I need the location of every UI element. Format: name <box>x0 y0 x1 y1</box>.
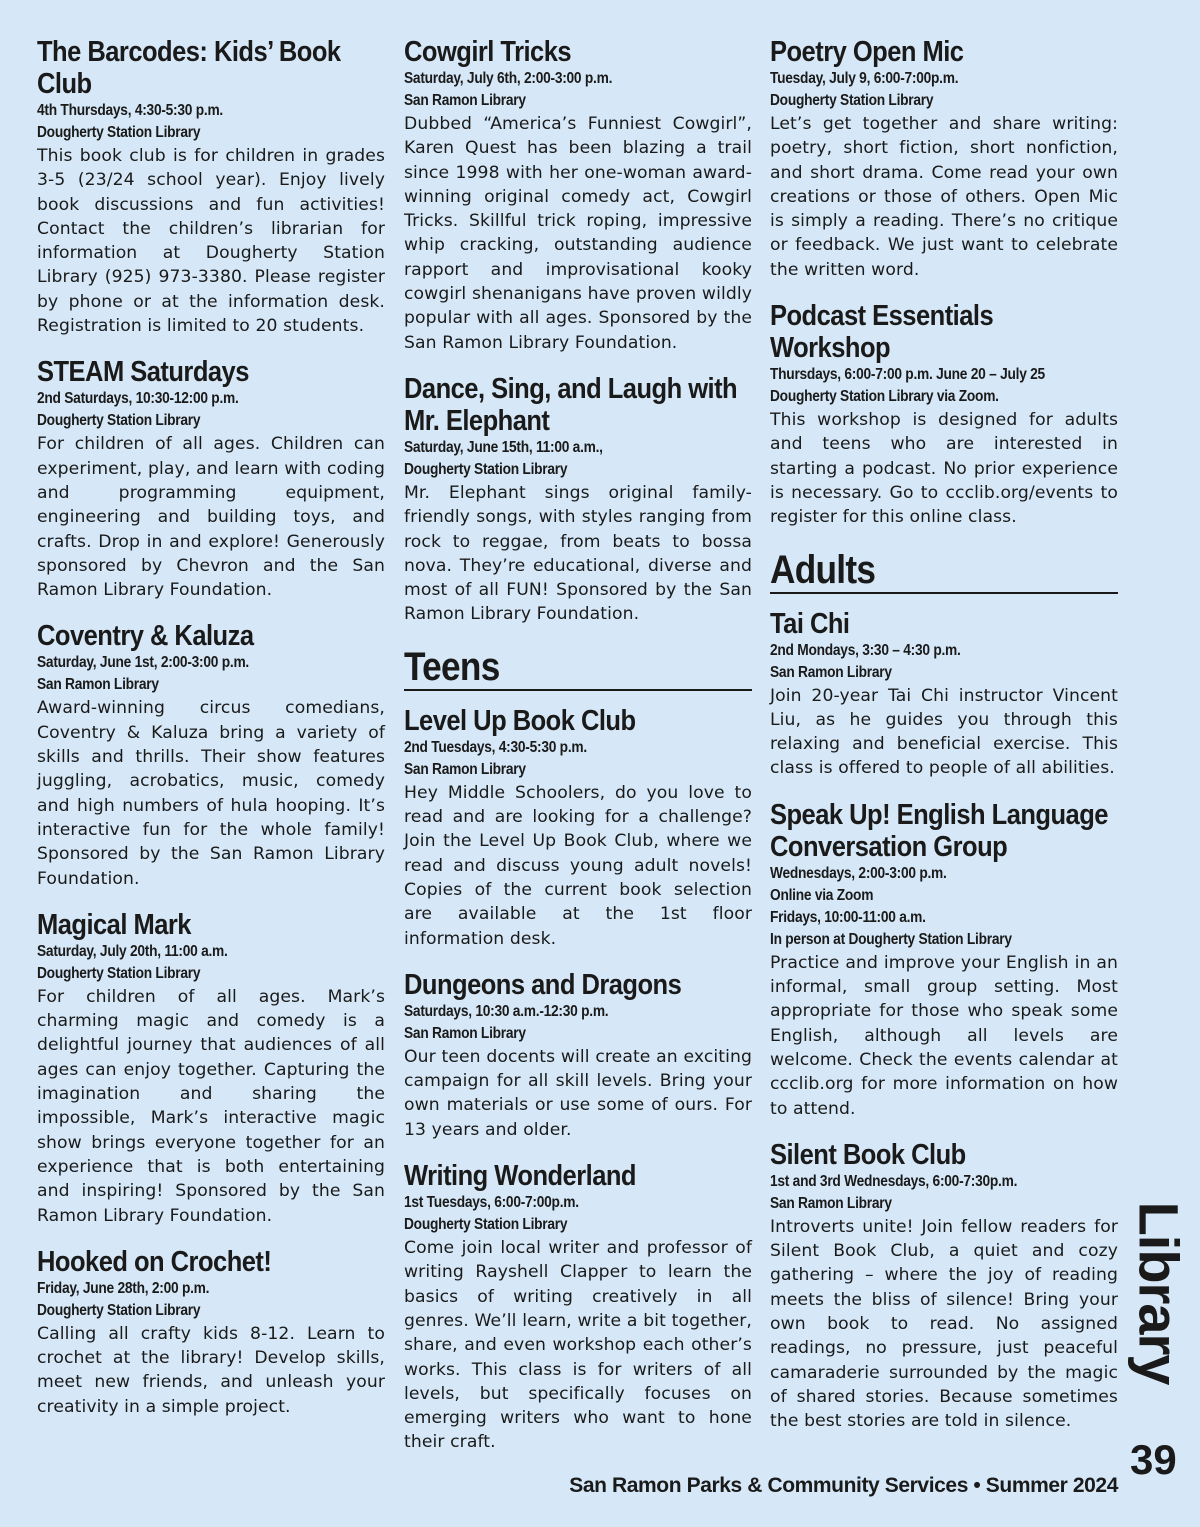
event-location: San Ramon Library <box>404 92 526 109</box>
event-location: Online via Zoom <box>770 886 874 904</box>
event-location: Dougherty Station Library <box>37 1301 201 1319</box>
event-schedule: 1st and 3rd Wednesdays, 6:00-7:30p.m. <box>770 1172 1018 1190</box>
event-location: Dougherty Station Library <box>404 460 568 478</box>
event-location: San Ramon Library <box>37 676 159 694</box>
event-location: Dougherty Station Library <box>770 92 934 109</box>
event-description: Hey Middle Schoolers, do you love to read and are looking for a challenge? Join the Level Up Book Club, where we read and discuss young adult novels! Copies of the current book selection are available at the 1st floor information desk. <box>404 782 752 949</box>
event-location: Dougherty Station Library via Zoom. <box>770 388 999 406</box>
event-title: Speak Up! English Language Conversation Group <box>770 798 1108 863</box>
event-description: Dubbed “America’s Funniest Cowgirl”, Karen Quest has been blazing a trail since 1998 with her one-woman award-winning original comedy act, Cowgirl Tricks. Skillful trick roping, impressive whip cracking, outstanding audience rapport and improvisational kooky cowgirl shenanigans have proven wildly popular with all ages. Sponsored by the San Ramon Library Foundation. <box>404 114 752 353</box>
event-description: This workshop is designed for adults and teens who are interested in starting a podcast. No prior experience is necessary. Go to ccclib.org/events to register for this online class. <box>770 410 1118 528</box>
event-description: Calling all crafty kids 8-12. Learn to crochet at the library! Develop skills, meet new friends, and unleash your creativity in a simple project. <box>37 1323 385 1417</box>
event-location: San Ramon Library <box>404 1024 526 1042</box>
event-writing-wonderland <box>404 1160 752 1455</box>
event-location-2: In person at Dougherty Station Library <box>770 930 1012 948</box>
column-1 <box>37 36 385 1437</box>
event-schedule: Wednesdays, 2:00-3:00 p.m. <box>770 864 947 882</box>
event-description: Join 20-year Tai Chi instructor Vincent Liu, as he guides you through this relaxing and beneficial exercise. This class is offered to people of all abilities. <box>770 685 1118 779</box>
event-description: Come join local writer and professor of writing Rayshell Clapper to learn the basics of writing creatively in all genres. We’ll learn, write a bit together, share, and even workshop each other’s works. This class is for writers of all levels, but specifically focuses on emerging writers who want to hone their craft. <box>404 1238 752 1453</box>
event-description: Mr. Elephant sings original family-friendly songs, with styles ranging from rock to reggae, from beats to bossa nova. They’re educational, diverse and most of all FUN! Sponsored by the San Ramon Library Foundation. <box>404 482 752 625</box>
event-schedule: Tuesday, July 9, 6:00-7:00p.m. <box>770 70 959 87</box>
event-description: Let’s get together and share writing: poetry, short fiction, short nonfiction, and short drama. Come read your own creations or those of others. Open Mic is simply a reading. There’s no critique or feedback. We just want to celebrate the written word. <box>770 114 1118 280</box>
event-mr-elephant <box>404 373 752 627</box>
event-location: Dougherty Station Library <box>37 412 201 430</box>
section-heading-adults <box>770 548 1118 594</box>
page-footer: San Ramon Parks & Community Services • Summer 2024 <box>569 1474 1118 1497</box>
event-steam-saturdays <box>37 356 385 602</box>
section-heading-text: Teens <box>404 644 500 689</box>
event-title: The Barcodes: Kids’ Book Club <box>37 36 341 100</box>
event-cowgirl-tricks <box>404 36 752 355</box>
event-schedule: Saturdays, 10:30 a.m.-12:30 p.m. <box>404 1002 609 1020</box>
event-speak-up-english <box>770 799 1118 1121</box>
column-3 <box>770 36 1118 1452</box>
event-description: Practice and improve your English in an informal, small group setting. Most appropriate for those who speak some English, although all levels are welcome. Check the events calendar at ccclib.org for more information on how to attend. <box>770 952 1118 1119</box>
event-title: Level Up Book Club <box>404 704 636 737</box>
event-title: Podcast Essentials Workshop <box>770 300 994 365</box>
event-schedule: Thursdays, 6:00-7:00 p.m. June 20 – July 25 <box>770 366 1045 384</box>
section-heading-text: Adults <box>770 547 876 592</box>
event-title: Magical Mark <box>37 908 191 941</box>
event-title: Cowgirl Tricks <box>404 36 572 68</box>
event-location: Dougherty Station Library <box>404 1216 568 1234</box>
event-title: Dungeons and Dragons <box>404 968 682 1001</box>
event-location: San Ramon Library <box>770 1194 892 1212</box>
event-title: Hooked on Crochet! <box>37 1245 272 1278</box>
section-side-label <box>1125 1201 1193 1384</box>
event-tai-chi <box>770 608 1118 781</box>
event-title: Coventry & Kaluza <box>37 620 254 653</box>
event-podcast-essentials <box>770 300 1118 529</box>
event-level-up-book-club <box>404 705 752 951</box>
event-description: This book club is for children in grades 3-5 (23/24 school year). Enjoy lively book discussions and fun activities! Contact the children’s librarian for information at Dougherty Station Library (925) 973-3380. Please register by phone or at the information desk. Registration is limited to 20 students. <box>37 146 385 337</box>
event-title: Writing Wonderland <box>404 1160 636 1193</box>
event-description: Award-winning circus comedians, Coventry & Kaluza bring a variety of skills and thrills. Their show features juggling, acrobatics, music, comedy and high numbers of hula hooping. It’s interactive fun for the whole family! Sponsored by the San Ramon Library Foundation. <box>37 698 385 889</box>
event-schedule: Saturday, July 6th, 2:00-3:00 p.m. <box>404 70 613 87</box>
column-2 <box>404 36 752 1473</box>
event-schedule: 2nd Mondays, 3:30 – 4:30 p.m. <box>770 641 961 659</box>
event-description: For children of all ages. Children can experiment, play, and learn with coding and programming equipment, engineering and building toys, and crafts. Drop in and explore! Generously sponsored by Chevron and the San Ramon Library Foundation. <box>37 434 385 601</box>
event-title: Poetry Open Mic <box>770 36 964 68</box>
event-description: Our teen docents will create an exciting campaign for all skill levels. Bring your own materials or use some of ours. For 13 years and older. <box>404 1046 752 1140</box>
event-title: Silent Book Club <box>770 1138 966 1171</box>
event-barcodes-book-club <box>37 36 385 338</box>
event-schedule: Saturday, June 1st, 2:00-3:00 p.m. <box>37 654 249 672</box>
event-poetry-open-mic <box>770 36 1118 282</box>
event-schedule: 2nd Saturdays, 10:30-12:00 p.m. <box>37 390 239 408</box>
event-hooked-on-crochet <box>37 1246 385 1419</box>
event-location: San Ramon Library <box>770 663 892 681</box>
page-number: 39 <box>1130 1436 1177 1483</box>
event-magical-mark <box>37 909 385 1228</box>
event-schedule: Saturday, July 20th, 11:00 a.m. <box>37 942 228 960</box>
event-location: Dougherty Station Library <box>37 964 201 982</box>
event-silent-book-club <box>770 1139 1118 1434</box>
side-label-text: Library <box>1127 1201 1191 1384</box>
event-schedule: Friday, June 28th, 2:00 p.m. <box>37 1279 210 1297</box>
event-coventry-kaluza <box>37 620 385 890</box>
event-title: Dance, Sing, and Laugh with Mr. Elephant <box>404 372 738 437</box>
event-description: For children of all ages. Mark’s charming magic and comedy is a delightful journey that audiences of all ages can enjoy together. Capturing the imagination and sharing the impossible, Mark’s interactive magic show brings everyone together for an experience that is both entertaining and inspiring! Sponsored by the San Ramon Library Foundation. <box>37 986 385 1226</box>
event-title: STEAM Saturdays <box>37 356 249 389</box>
event-schedule: Saturday, June 15th, 11:00 a.m., <box>404 438 603 456</box>
section-heading-teens <box>404 645 752 691</box>
event-schedule: 4th Thursdays, 4:30-5:30 p.m. <box>37 102 223 119</box>
event-schedule: 1st Tuesdays, 6:00-7:00p.m. <box>404 1194 579 1212</box>
event-title: Tai Chi <box>770 607 850 640</box>
event-dungeons-and-dragons <box>404 969 752 1142</box>
event-location: San Ramon Library <box>404 760 526 778</box>
event-description: Introverts unite! Join fellow readers for Silent Book Club, a quiet and cozy gathering – where the joy of reading meets the bliss of silence! Bring your own book to read. No assigned readings, no pressure, just peaceful camaraderie surrounded by the magic of shared stories. Because sometimes the best stories are told in silence. <box>770 1216 1118 1432</box>
event-schedule-2: Fridays, 10:00-11:00 a.m. <box>770 908 926 926</box>
event-schedule: 2nd Tuesdays, 4:30-5:30 p.m. <box>404 738 587 756</box>
event-location: Dougherty Station Library <box>37 124 201 141</box>
